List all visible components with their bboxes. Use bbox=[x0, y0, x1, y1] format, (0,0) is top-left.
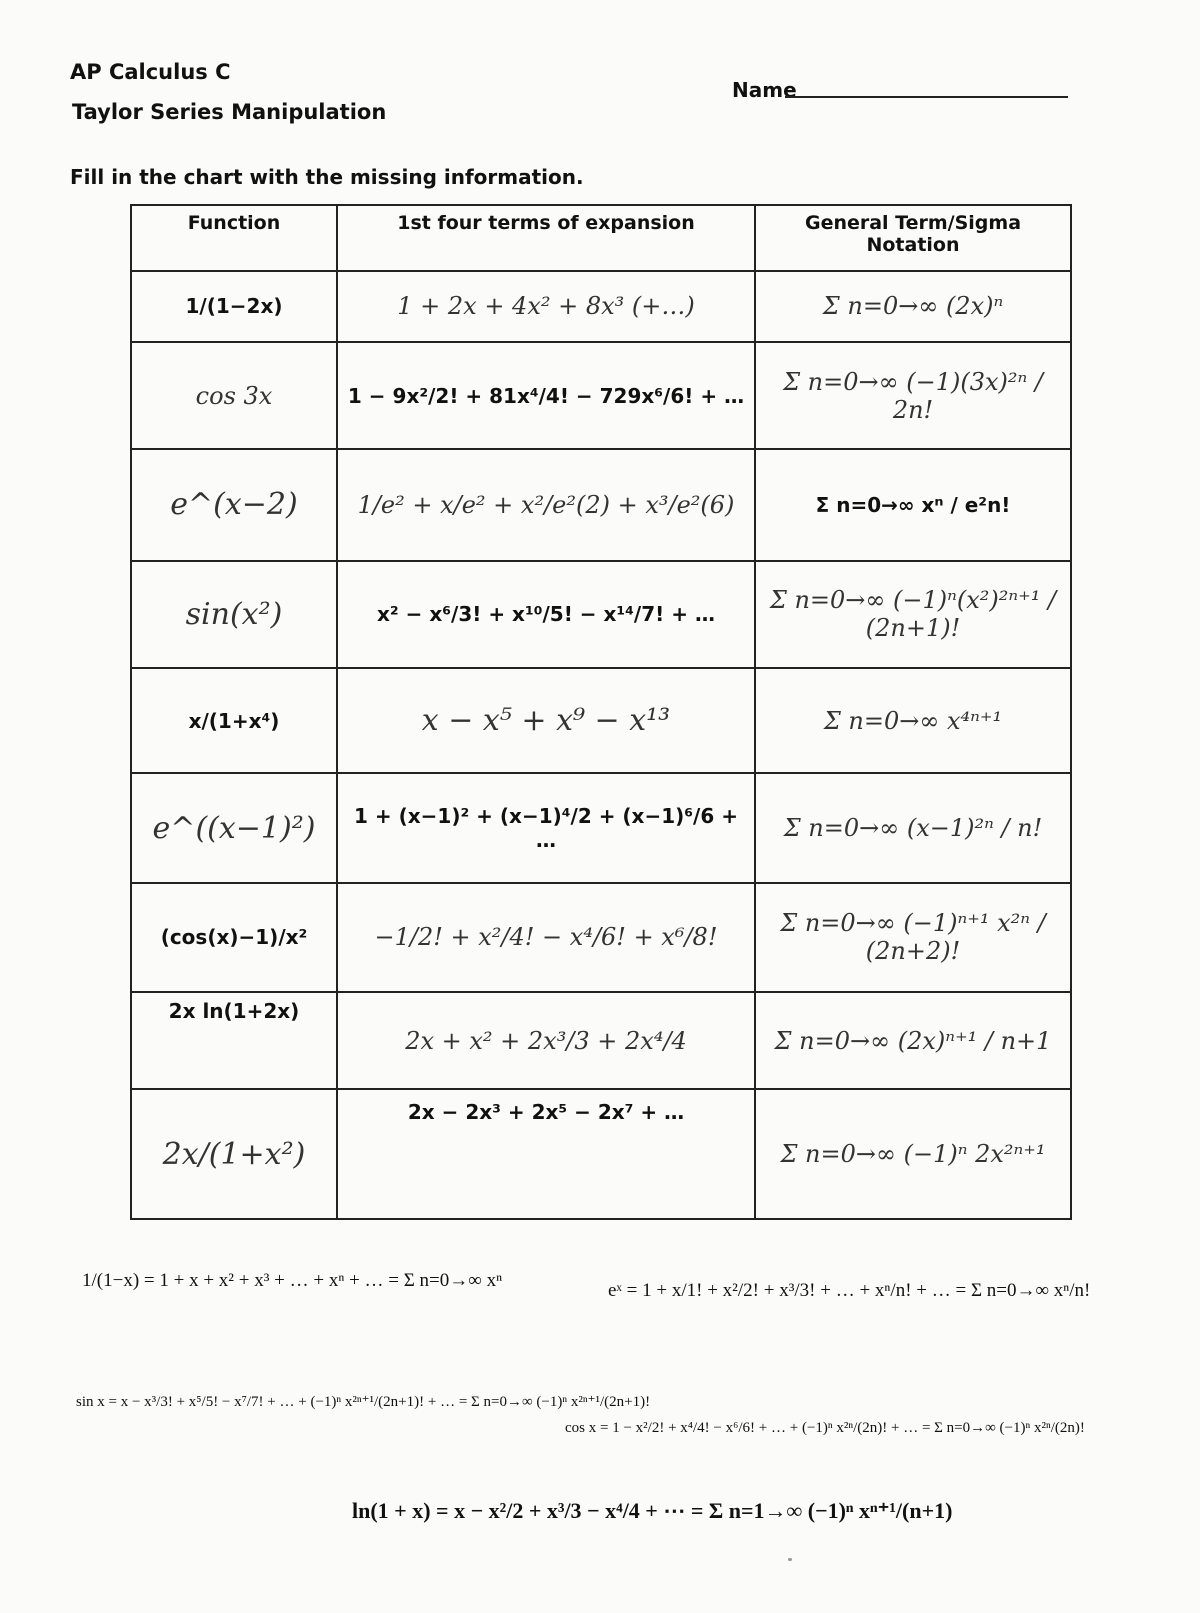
terms-cell: x² − x⁶/3! + x¹⁰/5! − x¹⁴/7! + … bbox=[337, 561, 755, 668]
table-header-row bbox=[131, 205, 1071, 271]
column-header-general: General Term/Sigma Notation bbox=[755, 205, 1071, 271]
function-cell: (cos(x)−1)/x² bbox=[131, 883, 337, 992]
table-row bbox=[131, 668, 1071, 773]
worksheet-topic: Taylor Series Manipulation bbox=[72, 100, 387, 124]
general-term-cell[interactable]: Σ n=0→∞ (x−1)²ⁿ / n! bbox=[755, 773, 1071, 882]
general-term-cell: Σ n=0→∞ (2x)ⁿ bbox=[755, 271, 1071, 342]
formula-cosine-series: cos x = 1 − x²/2! + x⁴/4! − x⁶/6! + … + (−1)ⁿ x²ⁿ/(2n)! + … = Σ n=0→∞ (−1)ⁿ x²ⁿ/(2n)! bbox=[565, 1420, 1085, 1436]
general-term-cell[interactable]: Σ n=0→∞ (−1)ⁿ(x²)²ⁿ⁺¹ / (2n+1)! bbox=[755, 561, 1071, 668]
general-term-cell[interactable]: Σ n=0→∞ (−1)ⁿ⁺¹ x²ⁿ / (2n+2)! bbox=[755, 883, 1071, 992]
table-row bbox=[131, 271, 1071, 342]
function-cell[interactable]: cos 3x bbox=[131, 342, 337, 449]
course-title: AP Calculus C bbox=[70, 60, 231, 84]
formula-log-series: ln(1 + x) = x − x²/2 + x³/3 − x⁴/4 + ⋯ = Σ n=1→∞ (−1)ⁿ xⁿ⁺¹/(n+1) bbox=[352, 1498, 953, 1523]
terms-cell[interactable]: x − x⁵ + x⁹ − x¹³ bbox=[337, 668, 755, 773]
formula-sine-series: sin x = x − x³/3! + x⁵/5! − x⁷/7! + … + (−1)ⁿ x²ⁿ⁺¹/(2n+1)! + … = Σ n=0→∞ (−1)ⁿ x²ⁿ⁺¹/(2n+1)! bbox=[76, 1394, 651, 1410]
terms-cell: 1 − 9x²/2! + 81x⁴/4! − 729x⁶/6! + … bbox=[337, 342, 755, 449]
instructions: Fill in the chart with the missing information. bbox=[70, 165, 584, 189]
name-label: Name bbox=[732, 78, 797, 102]
name-field[interactable] bbox=[785, 96, 1068, 98]
table-row bbox=[131, 992, 1071, 1089]
terms-cell[interactable]: −1/2! + x²/4! − x⁴/6! + x⁶/8! bbox=[337, 883, 755, 992]
terms-cell: 2x − 2x³ + 2x⁵ − 2x⁷ + … bbox=[337, 1089, 755, 1219]
table-row bbox=[131, 883, 1071, 992]
taylor-series-table bbox=[130, 204, 1072, 1220]
terms-cell[interactable]: 1 + 2x + 4x² + 8x³ (+…) bbox=[337, 271, 755, 342]
general-term-cell[interactable]: Σ n=0→∞ x⁴ⁿ⁺¹ bbox=[755, 668, 1071, 773]
table-row bbox=[131, 342, 1071, 449]
formula-exponential-series: eˣ = 1 + x/1! + x²/2! + x³/3! + … + xⁿ/n! + … = Σ n=0→∞ xⁿ/n! bbox=[608, 1280, 1091, 1301]
table-row bbox=[131, 773, 1071, 882]
general-term-cell: Σ n=0→∞ (−1)(3x)²ⁿ / 2n! bbox=[755, 342, 1071, 449]
general-term-cell: Σ n=0→∞ xⁿ / e²n! bbox=[755, 449, 1071, 560]
function-cell[interactable]: 2x/(1+x²) bbox=[131, 1089, 337, 1219]
function-cell[interactable]: sin(x²) bbox=[131, 561, 337, 668]
function-cell[interactable]: e^((x−1)²) bbox=[131, 773, 337, 882]
terms-cell[interactable]: 1/e² + x/e² + x²/e²(2) + x³/e²(6) bbox=[337, 449, 755, 560]
function-cell[interactable]: e^(x−2) bbox=[131, 449, 337, 560]
paper-speck bbox=[788, 1558, 792, 1561]
terms-cell[interactable]: 2x + x² + 2x³/3 + 2x⁴/4 bbox=[337, 992, 755, 1089]
terms-cell: 1 + (x−1)² + (x−1)⁴/2 + (x−1)⁶/6 + … bbox=[337, 773, 755, 882]
table-row bbox=[131, 561, 1071, 668]
column-header-terms: 1st four terms of expansion bbox=[337, 205, 755, 271]
formula-geometric-series: 1/(1−x) = 1 + x + x² + x³ + … + xⁿ + … = Σ n=0→∞ xⁿ bbox=[82, 1270, 503, 1291]
general-term-cell[interactable]: Σ n=0→∞ (−1)ⁿ 2x²ⁿ⁺¹ bbox=[755, 1089, 1071, 1219]
column-header-function: Function bbox=[131, 205, 337, 271]
function-cell: 2x ln(1+2x) bbox=[131, 992, 337, 1089]
function-cell: x/(1+x⁴) bbox=[131, 668, 337, 773]
table-row bbox=[131, 449, 1071, 560]
function-cell: 1/(1−2x) bbox=[131, 271, 337, 342]
general-term-cell[interactable]: Σ n=0→∞ (2x)ⁿ⁺¹ / n+1 bbox=[755, 992, 1071, 1089]
table-row bbox=[131, 1089, 1071, 1219]
